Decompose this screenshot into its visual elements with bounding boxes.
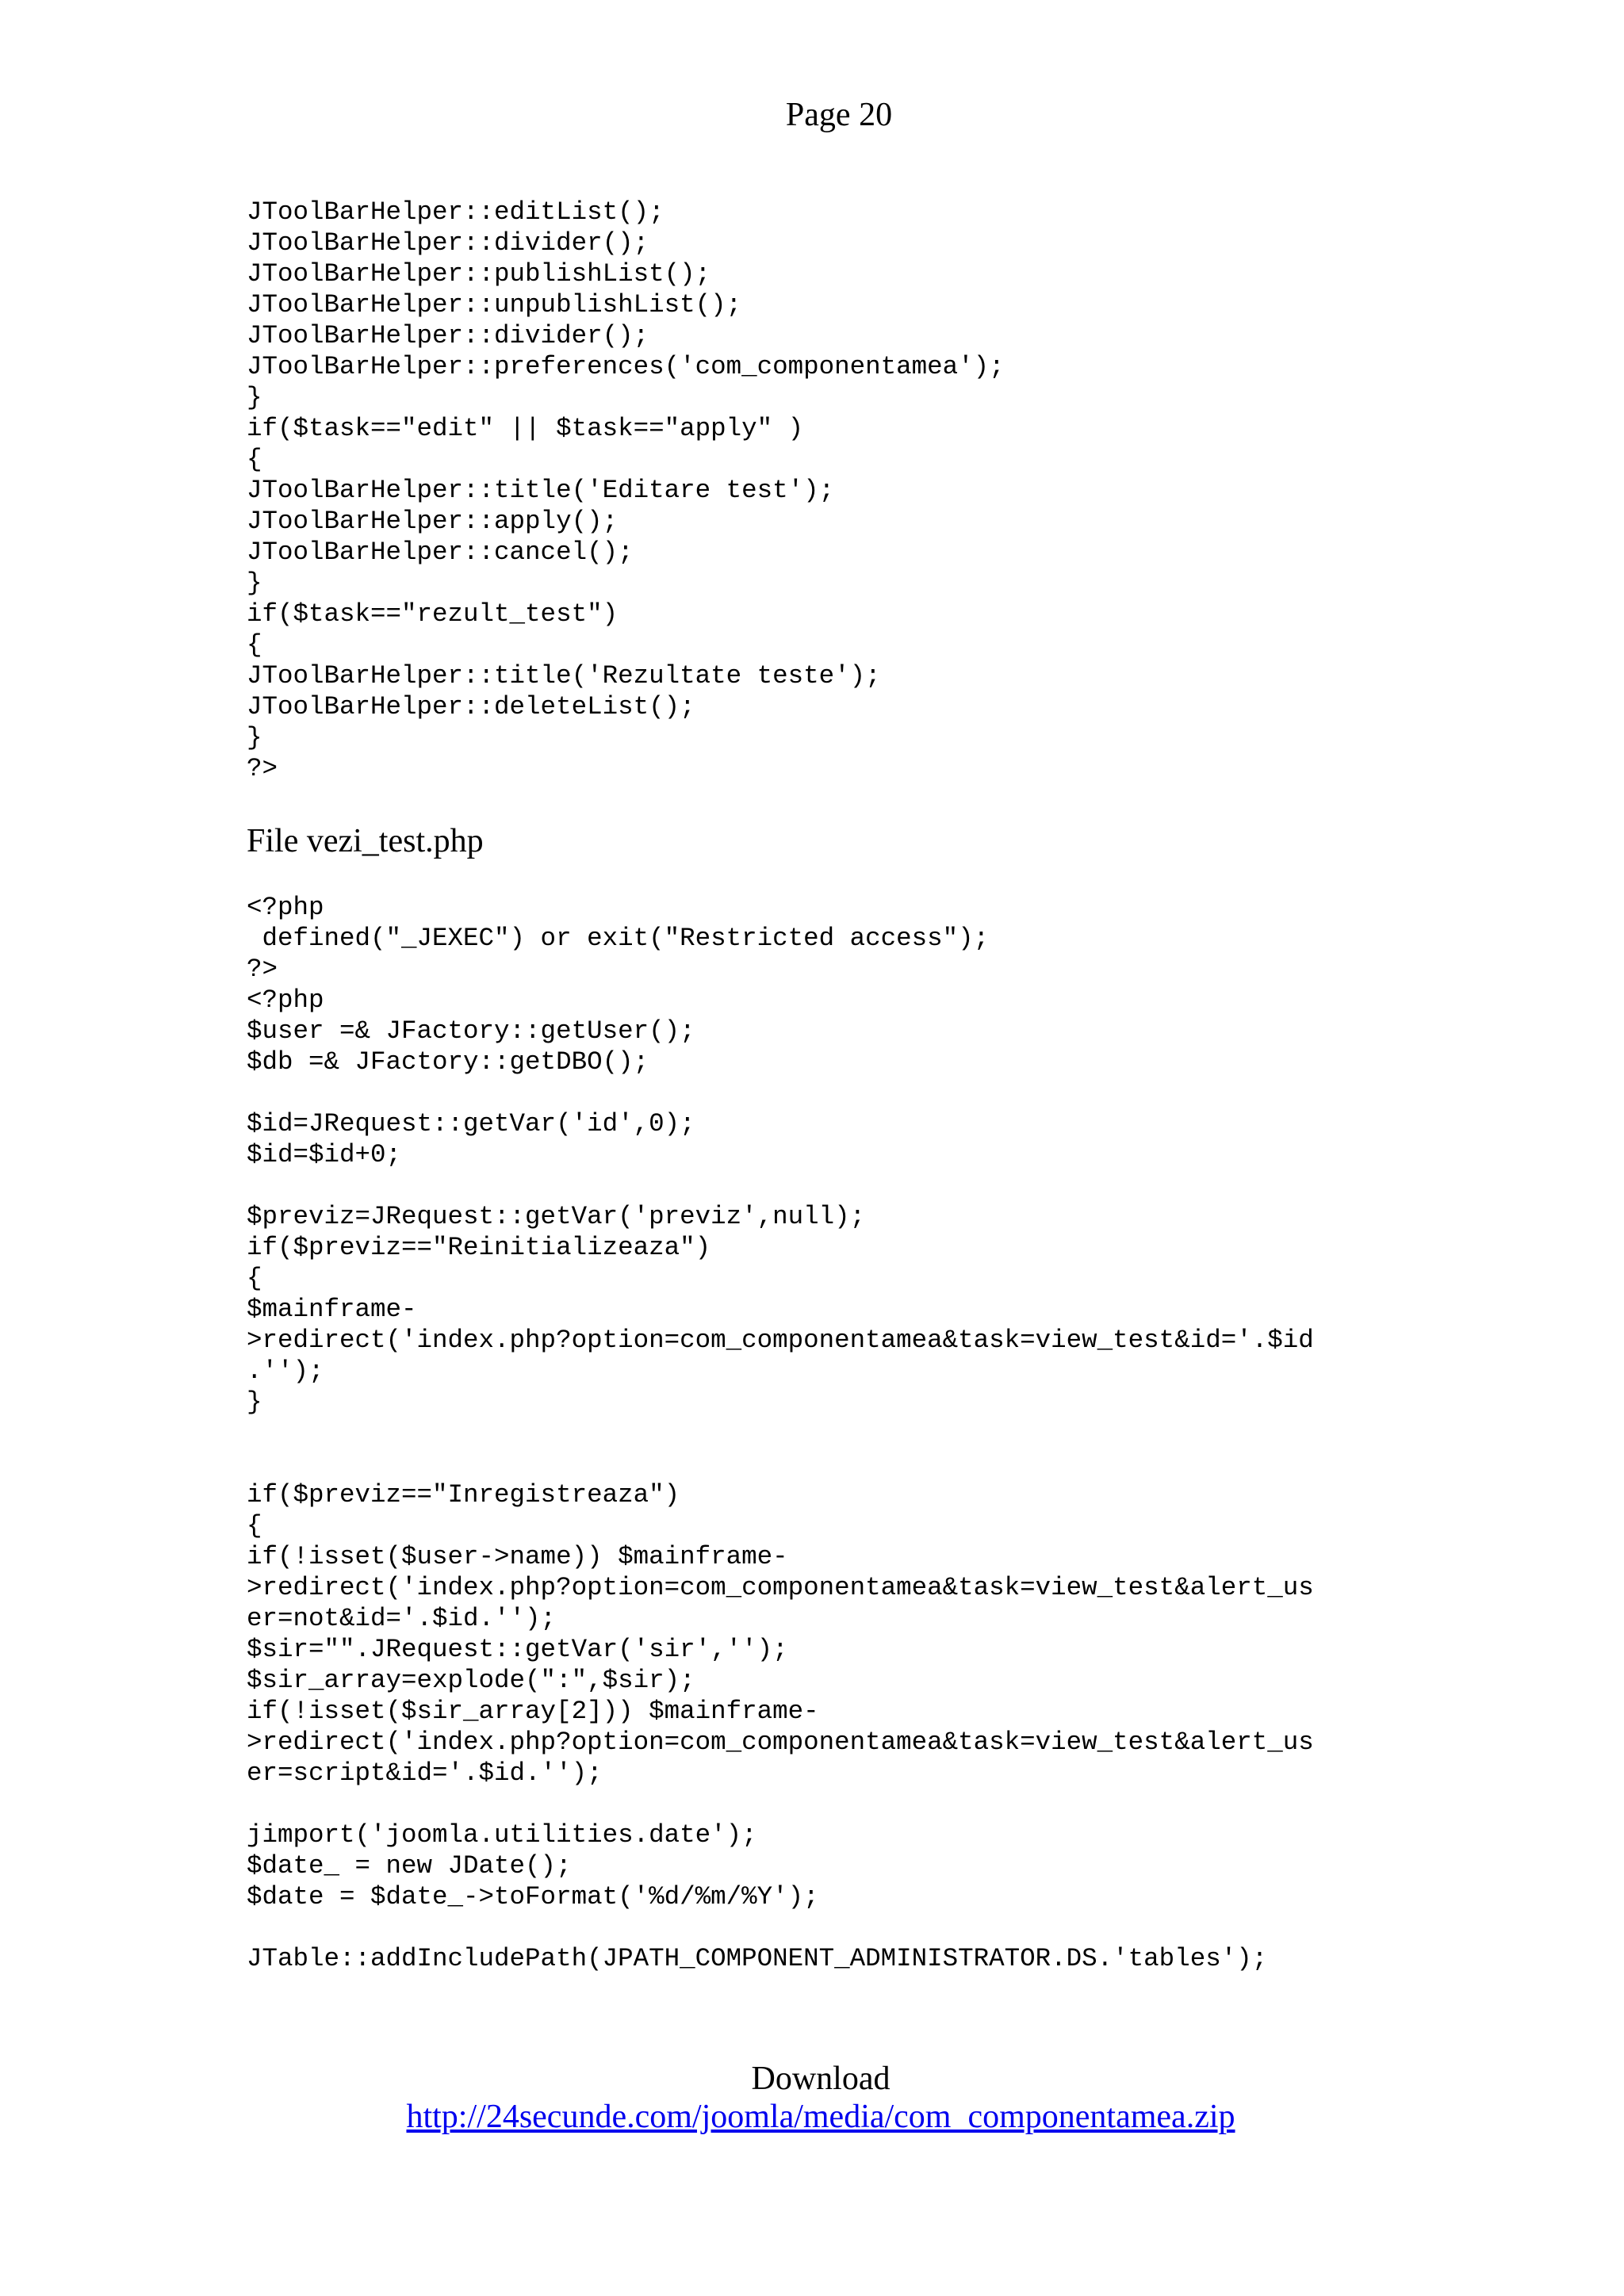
page-number: Page 20 (785, 97, 893, 133)
code-line: $db =& JFactory::getDBO(); (247, 1047, 649, 1077)
code-line (247, 1418, 1314, 1448)
code-line: .''); (247, 1357, 324, 1386)
code-line: $id=$id+0; (247, 1140, 402, 1169)
code-line: JToolBarHelper::divider(); (247, 228, 649, 258)
download-link[interactable]: http://24secunde.com/joomla/media/com_componentamea.zip (406, 2099, 1235, 2135)
code-line: <?php (247, 893, 324, 922)
code-block-toolbar (247, 197, 1005, 784)
code-line: if(!isset($user->name)) $mainframe- (247, 1542, 788, 1571)
code-line: JToolBarHelper::unpublishList(); (247, 290, 742, 320)
code-line: JToolBarHelper::preferences('com_componentamea'); (247, 352, 1005, 381)
code-line: JToolBarHelper::title('Editare test'); (247, 476, 835, 505)
code-line (247, 1789, 1314, 1820)
code-line: JToolBarHelper::editList(); (247, 197, 665, 227)
footer (0, 2060, 1624, 2136)
code-line: >redirect('index.php?option=com_componentamea&task=view_test&alert_us (247, 1573, 1314, 1602)
code-line: ?> (247, 754, 278, 783)
code-line: er=script&id='.$id.''); (247, 1758, 603, 1788)
code-line (247, 1170, 1314, 1201)
code-line: { (247, 445, 262, 474)
code-line (247, 1077, 1314, 1108)
code-line: JToolBarHelper::deleteList(); (247, 692, 695, 721)
code-line: $mainframe- (247, 1295, 417, 1324)
code-line: er=not&id='.$id.''); (247, 1604, 557, 1633)
code-line (247, 1448, 1314, 1479)
code-line: if(!isset($sir_array[2])) $mainframe- (247, 1697, 819, 1726)
code-line: JToolBarHelper::cancel(); (247, 538, 634, 567)
code-line: JToolBarHelper::title('Rezultate teste'); (247, 661, 881, 691)
code-line: >redirect('index.php?option=com_componentamea&task=view_test&alert_us (247, 1728, 1314, 1757)
code-line: $date_ = new JDate(); (247, 1851, 572, 1881)
code-line: $sir="".JRequest::getVar('sir',''); (247, 1635, 788, 1664)
code-block-vezi-test (247, 892, 1314, 1974)
section-heading-file: File vezi_test.php (247, 823, 484, 859)
code-line: } (247, 568, 262, 598)
code-line: $date = $date_->toFormat('%d/%m/%Y'); (247, 1882, 819, 1911)
code-line: } (247, 723, 262, 752)
code-line: JToolBarHelper::publishList(); (247, 259, 711, 289)
code-line: $id=JRequest::getVar('id',0); (247, 1109, 695, 1138)
code-line: JToolBarHelper::divider(); (247, 321, 649, 350)
code-line: $sir_array=explode(":",$sir); (247, 1666, 695, 1695)
code-line: JToolBarHelper::apply(); (247, 507, 619, 536)
code-line: if($previz=="Reinitializeaza") (247, 1233, 711, 1262)
code-line: <?php (247, 985, 324, 1015)
code-line: if($task=="rezult_test") (247, 599, 619, 629)
code-line: ?> (247, 955, 278, 984)
code-line: { (247, 1511, 262, 1540)
code-line: if($previz=="Inregistreaza") (247, 1480, 680, 1510)
code-line: defined("_JEXEC") or exit("Restricted access"); (247, 924, 990, 953)
code-line: $user =& JFactory::getUser(); (247, 1016, 695, 1046)
code-line: >redirect('index.php?option=com_componentamea&task=view_test&id='.$id (247, 1326, 1314, 1355)
code-line: $previz=JRequest::getVar('previz',null); (247, 1202, 866, 1231)
code-line: JTable::addIncludePath(JPATH_COMPONENT_ADMINISTRATOR.DS.'tables'); (247, 1944, 1268, 1973)
code-line: { (247, 1264, 262, 1293)
code-line: } (247, 1387, 262, 1417)
code-line: } (247, 383, 262, 412)
download-label: Download (751, 2061, 891, 2097)
code-line: if($task=="edit" || $task=="apply" ) (247, 414, 804, 443)
code-line: jimport('joomla.utilities.date'); (247, 1820, 757, 1850)
code-line: { (247, 630, 262, 660)
code-line (247, 1912, 1314, 1943)
